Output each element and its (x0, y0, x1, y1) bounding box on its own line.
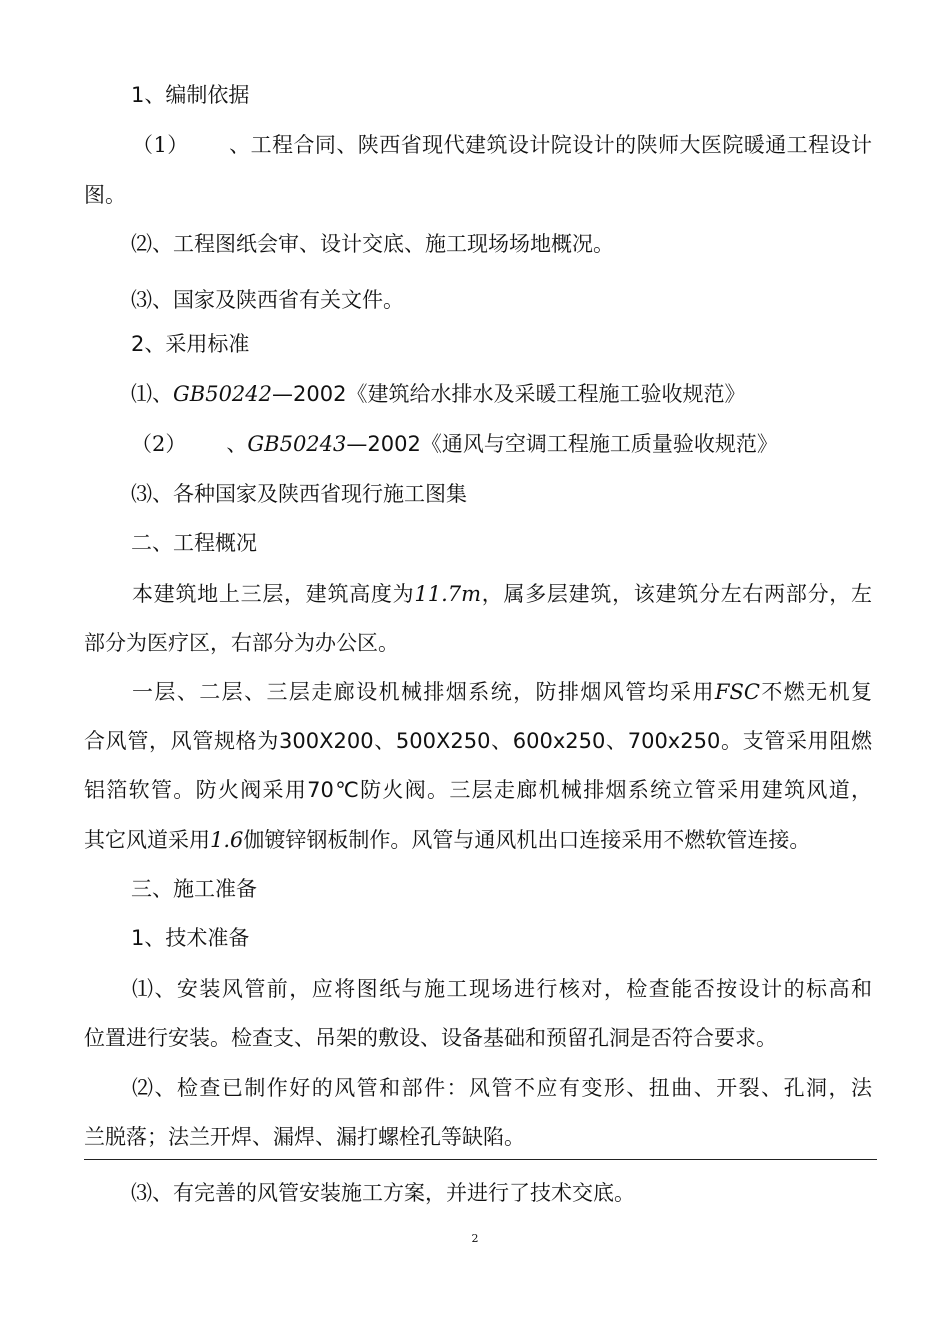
paragraph-line: 一层、二层、三层走廊设机械排烟系统，防排烟风管均采用FSC不燃无机复 (132, 680, 872, 704)
page-divider (84, 1159, 877, 1160)
paragraph-line: ⑶、有完善的风管安装施工方案，并进行了技术交底。 (131, 1181, 635, 1205)
section-heading: 三、施工准备 (131, 877, 257, 901)
paragraph-line: ⑴、GB50242—2002《建筑给水排水及采暖工程施工验收规范》 (131, 382, 746, 406)
paragraph-line: 本建筑地上三层，建筑高度为11.7m，属多层建筑，该建筑分左右两部分，左 (132, 582, 873, 606)
paragraph-line: ⑵、检查已制作好的风管和部件：风管不应有变形、扭曲、开裂、孔洞，法 (132, 1076, 872, 1100)
heading-compile-basis: 1、编制依据 (131, 83, 250, 107)
page-number: 2 (471, 1232, 479, 1245)
subsection-heading: 1、技术准备 (131, 926, 250, 950)
standard-code: GB50243 (247, 432, 347, 456)
paragraph-line: ⑵、工程图纸会审、设计交底、施工现场场地概况。 (131, 232, 614, 256)
paragraph-line: 图。 (84, 183, 126, 207)
paragraph-line: 其它风道采用1.6伽镀锌钢板制作。风管与通风机出口连接采用不燃软管连接。 (84, 828, 811, 852)
section-heading: 二、工程概况 (131, 531, 257, 555)
paragraph-line: 位置进行安装。检查支、吊架的敷设、设备基础和预留孔洞是否符合要求。 (84, 1026, 777, 1050)
paragraph-line (84, 130, 872, 160)
paragraph-line: 铝箔软管。防火阀采用70℃防火阀。三层走廊机械排烟系统立管采用建筑风道， (84, 778, 873, 802)
paragraph-line: ⑴、安装风管前，应将图纸与施工现场进行核对，检查能否按设计的标高和 (132, 977, 872, 1001)
paragraph-line: ⑶、国家及陕西省有关文件。 (131, 288, 404, 312)
item-marker: （1） (132, 133, 189, 157)
paragraph-line: （2） 、GB50243—2002《通风与空调工程施工质量验收规范》 (131, 432, 778, 456)
standard-code: GB50242 (173, 382, 273, 406)
paragraph-line: 兰脱落；法兰开焊、漏焊、漏打螺栓孔等缺陷。 (84, 1125, 525, 1149)
paragraph-line: ⑶、各种国家及陕西省现行施工图集 (131, 482, 467, 506)
heading-standards: 2、采用标准 (131, 332, 250, 356)
paragraph-line: 部分为医疗区，右部分为办公区。 (84, 631, 399, 655)
item-text: 、工程合同、陕西省现代建筑设计院设计的陕师大医院暖通工程设计 (228, 133, 872, 157)
paragraph-line: 合风管，风管规格为300X200、500X250、600x250、700x250。支管采用阻燃 (84, 729, 873, 753)
